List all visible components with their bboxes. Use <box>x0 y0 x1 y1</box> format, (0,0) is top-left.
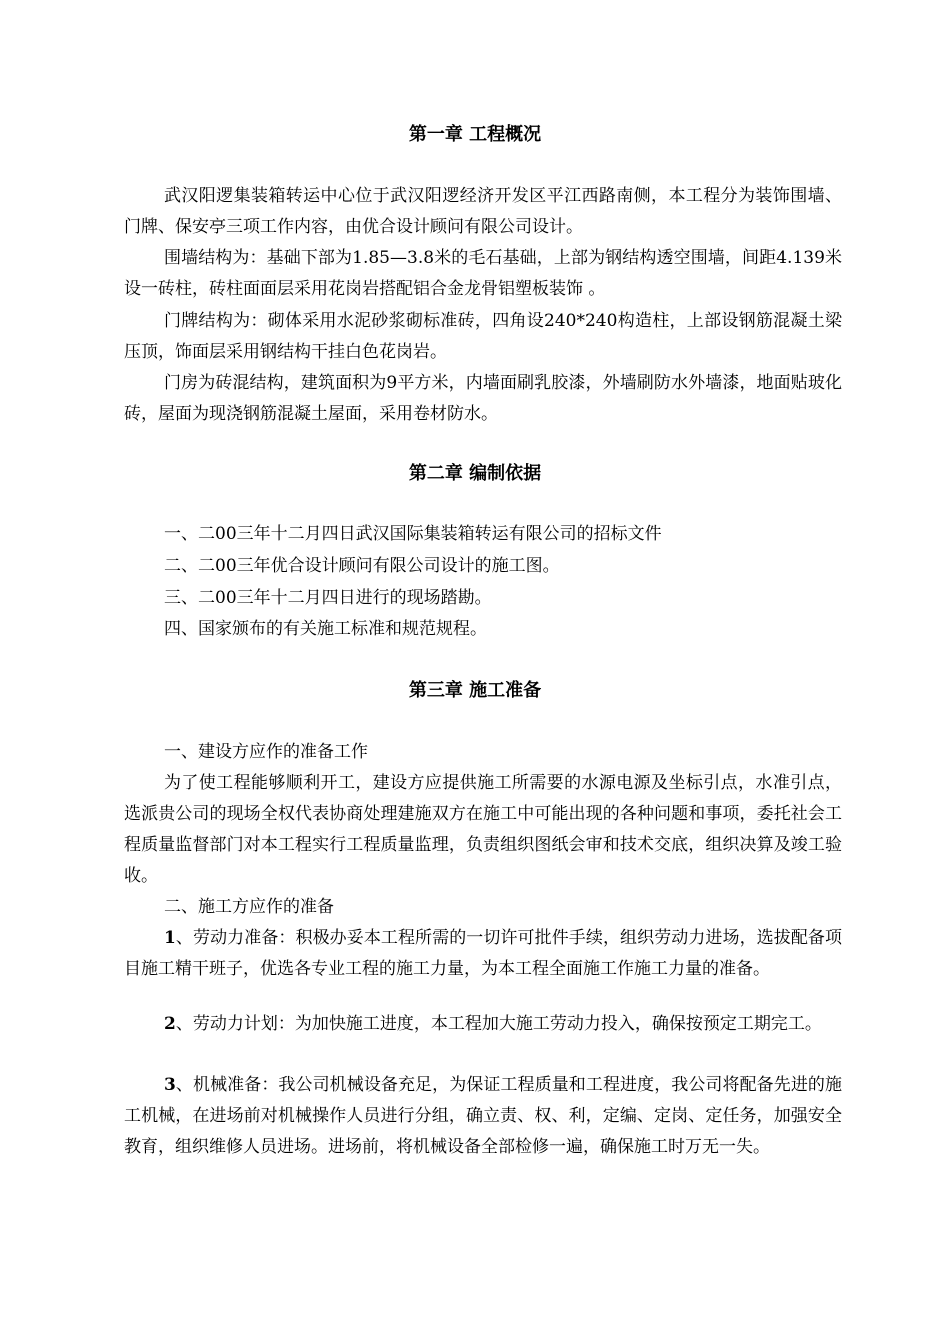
basis-item-3: 三、二00三年十二月四日进行的现场踏勘。 <box>164 588 492 608</box>
chapter-1-paragraph-guardhouse: 门房为砖混结构，建筑面积为9平方米，内墙面刷乳胶漆，外墙刷防水外墙漆，地面贴玻化砖，屋面为现浇钢筋混凝土屋面，采用卷材防水。 <box>124 373 842 424</box>
chapter-1-title: 第一章 工程概况 <box>408 124 542 145</box>
section-1-heading: 一、建设方应作的准备工作 <box>164 742 368 762</box>
labor-plan-paragraph <box>124 1009 842 1040</box>
labor-preparation-text: 、劳动力准备：积极办妥本工程所需的一切许可批件手续，组织劳动力进场，选拔配备项目施工精干班子，优选各专业工程的施工力量，为本工程全面施工作施工力量的准备。 <box>124 928 842 979</box>
chapter-1-paragraph-wall: 围墙结构为：基础下部为1.85—3.8米的毛石基础，上部为钢结构透空围墙，间距4.139米设一砖柱，砖柱面面层采用花岗岩搭配铝合金龙骨铝塑板装饰 。 <box>124 248 842 299</box>
labor-preparation-paragraph <box>124 923 842 985</box>
basis-item-2: 二、二00三年优合设计顾问有限公司设计的施工图。 <box>164 556 560 576</box>
item-number: 1 <box>164 928 176 948</box>
basis-item-1: 一、二00三年十二月四日武汉国际集装箱转运有限公司的招标文件 <box>164 524 662 544</box>
chapter-2-title: 第二章 编制依据 <box>408 463 542 484</box>
item-number: 2 <box>164 1014 176 1034</box>
chapter-1-paragraph-overview: 武汉阳逻集装箱转运中心位于武汉阳逻经济开发区平江西路南侧，本工程分为装饰围墙、门牌、保安亭三项工作内容，由优合设计顾问有限公司设计。 <box>124 186 842 237</box>
basis-item-4: 四、国家颁布的有关施工标准和规范规程。 <box>164 619 487 639</box>
item-number: 3 <box>164 1075 176 1095</box>
section-2-heading: 二、施工方应作的准备 <box>164 897 334 917</box>
chapter-1-paragraph-gate: 门牌结构为：砌体采用水泥砂浆砌标准砖，四角设240*240构造柱，上部设钢筋混凝土梁压顶，饰面层采用钢结构干挂白色花岗岩。 <box>124 311 842 362</box>
machinery-preparation-text: 、机械准备：我公司机械设备充足，为保证工程质量和工程进度，我公司将配备先进的施工机械，在进场前对机械操作人员进行分组，确立责、权、利，定编、定岗、定任务，加强安全教育，组织维修人员进场。进场前，将机械设备全部检修一遍，确保施工时万无一失。 <box>124 1075 842 1157</box>
section-1-paragraph: 为了使工程能够顺利开工，建设方应提供施工所需要的水源电源及坐标引点，水准引点，选派贵公司的现场全权代表协商处理建施双方在施工中可能出现的各种问题和事项，委托社会工程质量监督部门对本工程实行工程质量监理，负责组织图纸会审和技术交底，组织决算及竣工验收。 <box>124 773 842 886</box>
machinery-preparation-paragraph <box>124 1070 842 1163</box>
chapter-3-title: 第三章 施工准备 <box>408 680 542 701</box>
labor-plan-text: 、劳动力计划：为加快施工进度，本工程加大施工劳动力投入，确保按预定工期完工。 <box>175 1014 822 1034</box>
